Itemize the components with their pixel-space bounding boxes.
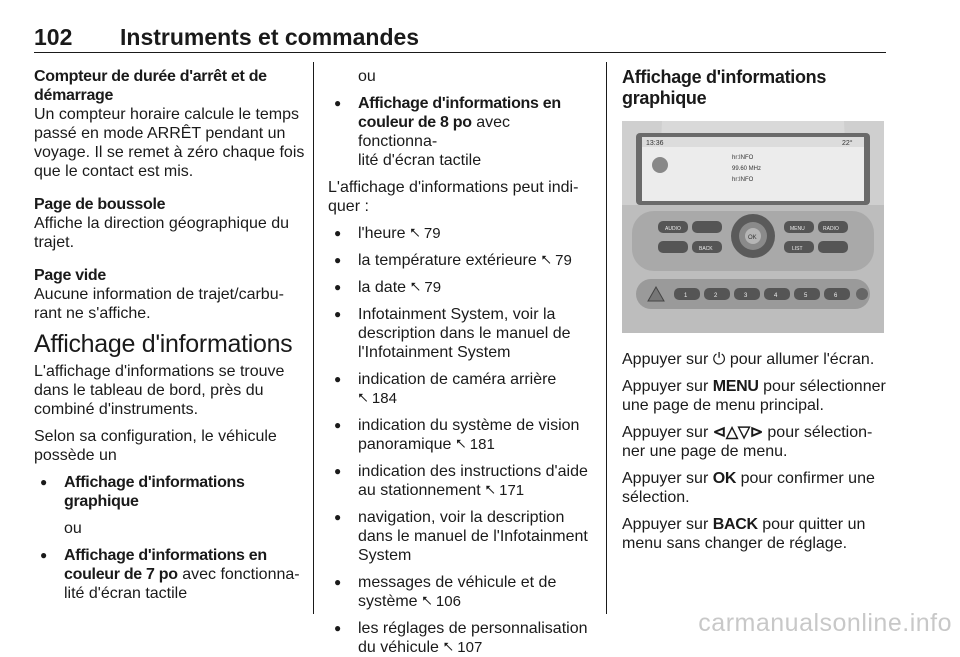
watermark: carmanualsonline.info <box>698 609 952 637</box>
page-reference[interactable]: ⭦ 184 <box>358 390 397 407</box>
page-reference[interactable]: ⭦ 181 <box>455 436 495 453</box>
list-item: ● indication des instructions d'aide au stationnement ⭦ 171 <box>328 462 592 500</box>
section-heading: Affichage d'informations <box>622 67 827 87</box>
svg-text:MENU: MENU <box>790 226 805 232</box>
column-divider <box>313 62 314 614</box>
paragraph-line: rant ne s'affiche. <box>34 305 151 322</box>
svg-text:4: 4 <box>774 293 778 299</box>
svg-text:2: 2 <box>714 293 718 299</box>
page-reference[interactable]: ⭦ 107 <box>443 639 483 656</box>
paragraph-line: Affiche la direction géographique du <box>34 215 289 232</box>
paragraph-line: sélection. <box>622 489 690 506</box>
paragraph-line: Appuyer sur ⏻ pour allumer l'écran. <box>622 351 875 368</box>
list-item: ● navigation, voir la description dans le manuel de l'Infotainment System <box>328 508 592 565</box>
svg-text:BACK: BACK <box>699 246 713 252</box>
screen-line: hr:INFO <box>732 177 754 183</box>
svg-text:AUDIO: AUDIO <box>665 226 681 232</box>
screen-temp: 22° <box>842 140 853 147</box>
column-3 <box>622 67 890 553</box>
paragraph-line: dans le tableau de bord, près du <box>34 382 264 399</box>
paragraph-line: Appuyer sur OK pour confirmer une <box>622 470 875 487</box>
svg-text:LIST: LIST <box>792 246 803 252</box>
list-item: ● les réglages de personnalisation du véhicule ⭦ 107 <box>328 619 592 657</box>
paragraph-line: quer : <box>328 198 369 215</box>
page-number: 102 <box>34 24 73 50</box>
paragraph-line: ner une page de menu. <box>622 443 788 460</box>
paragraph-line: combiné d'instruments. <box>34 401 199 418</box>
screen-line: hr:INFO <box>732 155 754 161</box>
paragraph-line: Aucune information de trajet/carbu‐ <box>34 286 284 303</box>
paragraph-line: que le contact est mis. <box>34 163 194 180</box>
screen-line: 99.60 MHz <box>732 166 762 172</box>
svg-text:OK: OK <box>748 235 757 241</box>
paragraph-line: voyage. Il se remet à zéro chaque fois <box>34 144 305 161</box>
paragraph-line: L'affichage d'informations peut indi‐ <box>328 179 579 196</box>
paragraph-line: passé en mode ARRÊT pendant un <box>34 125 286 142</box>
svg-text:3: 3 <box>744 293 748 299</box>
section-title: Compteur de durée d'arrêt et de <box>34 68 267 85</box>
screen-time: 13:36 <box>646 140 664 147</box>
page-reference[interactable]: ⭦ 79 <box>541 252 572 269</box>
dashboard-photo <box>622 121 884 333</box>
page-reference[interactable]: ⭦ 106 <box>422 593 461 610</box>
svg-text:RADIO: RADIO <box>823 226 839 232</box>
or-text: ou <box>358 68 376 85</box>
column-2 <box>328 67 592 657</box>
section-title: Page vide <box>34 267 107 284</box>
paragraph-line: possède un <box>34 447 117 464</box>
or-text: ou <box>64 520 82 537</box>
paragraph-line: menu sans changer de réglage. <box>622 535 848 552</box>
info-list <box>328 224 592 657</box>
paragraph-line: Selon sa configuration, le véhicule <box>34 428 277 445</box>
paragraph-line: une page de menu principal. <box>622 397 824 414</box>
paragraph-line: Appuyer sur MENU pour sélectionner <box>622 378 886 395</box>
paragraph-line: L'affichage d'informations se trouve <box>34 363 285 380</box>
svg-text:1: 1 <box>684 293 688 299</box>
paragraph-line: Appuyer sur BACK pour quitter un <box>622 516 866 533</box>
list-item: ● Affichage d'informations en couleur de 7 po avec fonctionna‐ lité d'écran tactile <box>34 546 306 603</box>
page-reference[interactable]: ⭦ 171 <box>485 482 525 499</box>
svg-text:5: 5 <box>804 293 808 299</box>
paragraph-line: Appuyer sur ⊲△▽⊳ pour sélection‐ <box>622 424 873 441</box>
page-header <box>34 22 886 53</box>
list-item: ● indication du système de vision panoramique ⭦ 181 <box>328 416 592 454</box>
section-heading: graphique <box>622 88 707 108</box>
list-item: ● messages de véhicule et de système ⭦ 106 <box>328 573 592 611</box>
page-title: Instruments et commandes <box>120 24 420 50</box>
paragraph-line: trajet. <box>34 234 75 251</box>
section-title: Page de boussole <box>34 196 166 213</box>
list-item: ● la date ⭦ 79 <box>328 278 592 297</box>
list-item: ● Infotainment System, voir la description dans le manuel de l'Infotainment System <box>328 305 592 362</box>
list-item: ● Affichage d'informations graphique <box>34 473 306 511</box>
page-reference[interactable]: ⭦ 79 <box>410 279 442 296</box>
list-item: ● indication de caméra arrière ⭦ 184 <box>328 370 592 408</box>
paragraph-line: Un compteur horaire calcule le temps <box>34 106 300 123</box>
list-item: ● Affichage d'informations en couleur de 8 po avec fonctionna‐ lité d'écran tactile <box>328 94 592 170</box>
section-title: démarrage <box>34 87 114 104</box>
column-1 <box>34 67 306 603</box>
list-item: ● la température extérieure ⭦ 79 <box>328 251 592 270</box>
svg-text:6: 6 <box>834 293 838 299</box>
column-divider <box>606 62 607 614</box>
page-reference[interactable]: ⭦ 79 <box>409 225 441 242</box>
list-item: ● l'heure ⭦ 79 <box>328 224 592 243</box>
section-heading: Affichage d'informations <box>34 330 293 358</box>
